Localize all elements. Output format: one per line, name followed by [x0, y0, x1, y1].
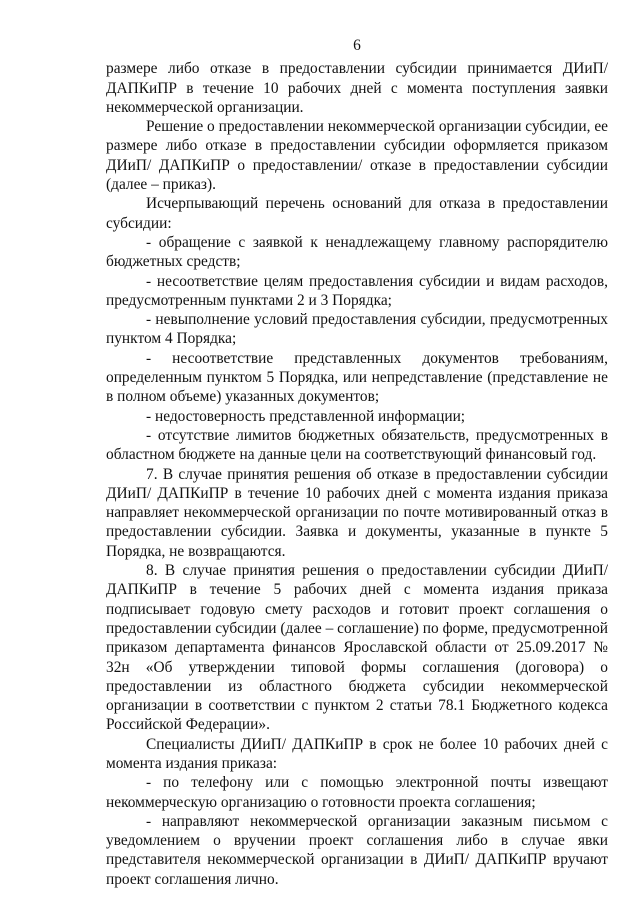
document-page: [106, 36, 608, 889]
list-item-unreliable-info: - недостоверность представленной информации;: [146, 407, 466, 425]
list-item-conditions-not-met: - невыполнение условий предоставления субсидии, предусмотренных пунктом 4 Порядка;: [106, 311, 608, 348]
paragraph-decision-order: Решение о предоставлении некоммерческой организации субсидии, ее размере либо отказе в предоставлении субсидии оформляется приказом ДИиП/ ДАПКиПР о предоставлении/ отказе в предоставлении субсидии (далее – приказ).: [106, 118, 608, 194]
list-item-no-budget-limits: - отсутствие лимитов бюджетных обязательств, предусмотренных в областном бюджете на данные цели на соответствующий финансовый год.: [106, 426, 608, 464]
paragraph-refusal-grounds-intro: Исчерпывающий перечень оснований для отказа в предоставлении субсидии:: [106, 195, 608, 232]
list-item-notify-by-phone: - по телефону или с помощью электронной почты извещают некоммерческую организацию о готовности проекта соглашения;: [106, 774, 608, 811]
paragraph-item-7: 7. В случае принятия решения об отказе в предоставлении субсидии ДИиП/ ДАПКиПР в течение 10 рабочих дней с момента издания приказа направляет некоммерческой организации по почте мотивированный отказ в предоставлении субсидии. Заявка и документы, указанные в пункте 5 Порядка, не возвращаются.: [106, 465, 608, 560]
list-item-improper-recipient: - обращение с заявкой к ненадлежащему главному распорядителю бюджетных средств;: [106, 233, 608, 271]
page-number: 6: [353, 37, 361, 54]
list-item-purpose-mismatch: - несоответствие целям предоставления субсидии и видам расходов, предусмотренным пунктами 2 и 3 Порядка;: [106, 272, 608, 309]
paragraph-specialists: Специалисты ДИиП/ ДАПКиПР в срок не более 10 рабочих дней с момента издания приказа:: [106, 735, 608, 772]
paragraph-item-8: 8. В случае принятия решения о предоставлении субсидии ДИиП/ ДАПКиПР в течение 5 рабочих дней с момента издания приказа подписывает годовую смету расходов и готовит проект соглашения о предоставлении субсидии (далее – соглашение) по форме, предусмотренной приказом департамента финансов Ярославской области от 25.09.2017 № 32н «Об утверждении типовой формы соглашения (договора) о предоставлении из областного бюджета субсидии некоммерческой организации в соответствии с пунктом 2 статьи 78.1 Бюджетного кодекса Российской Федерации».: [106, 562, 608, 734]
list-item-documents-mismatch: - несоответствие представленных документов требованиям, определенным пунктом 5 Порядка, или непредставление (представление не в полном объеме) указанных документов;: [106, 349, 608, 406]
paragraph-decision-timing: размере либо отказе в предоставлении субсидии принимается ДИиП/ ДАПКиПР в течение 10 рабочих дней с момента поступления заявки некоммерческой организации.: [106, 60, 608, 116]
list-item-send-by-mail: - направляют некоммерческой организации заказным письмом с уведомлением о вручении проект соглашения либо в случае явки представителя некоммерческой организации в ДИиП/ ДАПКиПР вручают проект соглашения лично.: [106, 812, 608, 888]
